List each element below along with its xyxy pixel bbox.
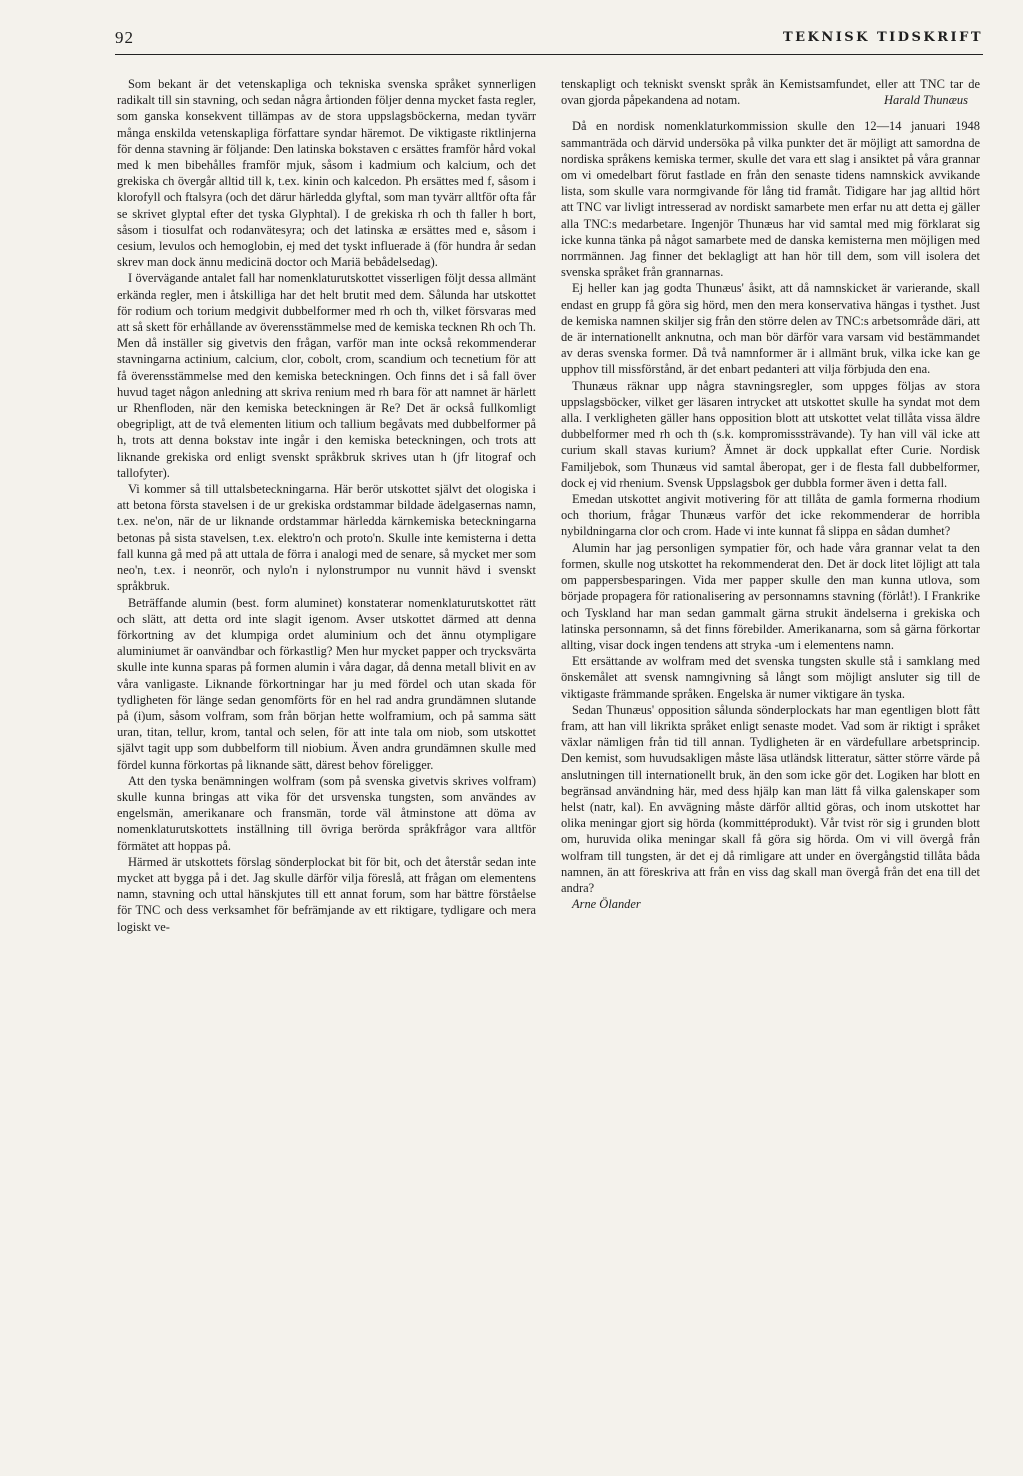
paragraph: Ett ersättande av wolfram med det svenska tungsten skulle stå i samklang med önskemålet att svensk namngivning så långt som möjligt ansluter sig till de viktigaste främmande språken. Engelska är numer viktigare än tyska. [561,654,980,701]
paragraph: Emedan utskottet angivit motivering för att tillåta de gamla formerna rhodium och thorium, frågar Thunæus varför det icke rekommenderar de horribla nybildningarna clor och crom. Hade vi inte kunnat få slippa en sådan dumhet? [561,492,980,539]
paragraph: Som bekant är det vetenskapliga och tekniska svenska språket synnerligen radikalt till sin stavning, och sedan några årtionden följer denna mycket fasta regler, som ganska konsekvent tillämpas av de stora uppslagsböckerna, medan tyvärr många enskilda vetenskapliga författare syndar häremot. De viktigaste riktlinjerna för denna stavning är följande: Den latinska bokstaven c ersättes framför hård vokal med k men bibehålles framför mjuk, såsom i kadmium och kalcium, och det grekiska ch övergår alltid till k, t.ex. kinin och kalcedon. Ph ersättes med f, såsom i klorofyll och ftalsyra (och det därur härledda glyftal, som man tyvärr alltför ofta får se skrivet glyptal efter det tyska Glyphtal). I de grekiska rh och th faller h bort, såsom i tiosulfat och rodanvätesyra; och det latinska æ ersättes med e, såsom i cesium, levulos och hemoglobin, ej med det tyskt influerade ä (för hundra år sedan skrev man dock ännu medicinä doctor och Mariä bebådelsedag). [117,77,536,270]
signature-olander: Arne Ölander [572,897,641,912]
signature-thunaeus: Harald Thunæus [884,93,968,108]
section-gap [561,108,980,118]
journal-title: TEKNISK TIDSKRIFT [782,30,983,45]
paragraph: Att den tyska benämningen wolfram (som på svenska givetvis skrives volfram) skulle kunna bringas att vika för det ursvenska tungsten, som användes av engelsmän, amerikanare och fransmän, torde väl åtminstone att döma av nomenklaturutskottets inställning till övriga berörda språkfrågor vara alltför förmätet att hoppas på. [117,773,536,853]
paragraph: Vi kommer så till uttalsbeteckningarna. Här berör utskottet självt det ologiska i att betona första stavelsen i de ur grekiska ordstammar bildade ädelgasernas namn, t.ex. ne'on, när de ur liknande ordstammar härledda kärnkemiska beteckningarna betonas på sista stavelsen, t.ex. elektro'n och proto'n. Skulle inte kemisterna i detta fall kunna gå med på att uttala de förra i analogi med de senare, så mycket mer som neo'n, t.ex. i neonrör, och nylo'n i nylonstrumpor nu vunnit hävd i svenskt språkbruk. [117,482,536,594]
paragraph: Alumin har jag personligen sympatier för, och hade våra grannar velat ta den formen, skulle nog utskottet ha rekommenderat den. Det är dock litet löjligt att tala om pappersbesparingen. Vida mer papper skulle den man kunna utlova, som började propagera för rationalisering av personnamns stavning (förlåt!). I Frankrike och Tyskland har man sedan gammalt gärna strukit ändelserna i grekiska och latinska personnamn, så det finns förebilder. Amerikanarna, som så gärna förkortar allting, visar dock ingen tendens att stryka -um i elementens namn. [561,540,980,652]
paragraph: I övervägande antalet fall har nomenklaturutskottet visserligen följt dessa allmänt erkända regler, men i åtskilliga har det helt brutit med dem. Sålunda har utskottet för rodium och torium medgivit dubbelformer med rh och th, vilket försvaras med att så skett för erhållande av överensstämmelse med de kemiska tecknen Rh och Th. Men då inställer sig givetvis den frågan, varför man inte också rekommenderar stavningarna actinium, calcium, clor, cobolt, crom, scandium och tecnetium för att få överensstämmelse med den kemiska beteckningen. Och finns det i så fall över huvud taget någon anledning att skriva renium med rh bara för att namnet är härlett ur Rhenfloden, när den kemiska beteckningen är Re? Det är också fullkomligt obegripligt, att de två elementen litium och tallium begåvats med dubbelformer på h, trots att denna bokstav inte ingår i den kemiska beteckningen, och trots att liknande grekiska ord enligt svenskt språkbruk skrives utan h (jfr litograf och tallofyter). [117,271,536,480]
paragraph: Thunæus räknar upp några stavningsregler, som uppges följas av stora uppslagsböcker, vilket ger läsaren intrycket att utskottet skulle ha syndat mot dem alla. I verkligheten gäller hans opposition blott att utskottet velat tillåta vissa äldre dubbelformer med rh och th (s.k. kompromisssträvande). Ty han vill väl icke att curium skall stavas kurium? Ämnet är dock uppkallat efter Curie. Nordisk Familjebok, som Thunæus vid samtal åberopat, ger i de flesta fall dubbelformer, dock ej vid rhenium. Svensk Uppslagsbok ger dubbla former även i detta fall. [561,378,980,490]
paragraph: Härmed är utskottets förslag sönderplockat bit för bit, och det återstår sedan inte mycket att bygga på i det. Jag skulle därför vilja föreslå, att frågan om elementens namn, stavning och uttal hänskjutes till ett annat forum, som har bättre förståelse för TNC och dess verksamhet för befrämjande av ett riktigare, tydligare och mera logiskt ve- [117,854,536,934]
paragraph: Sedan Thunæus' opposition sålunda sönderplockats har man egentligen blott fått fram, att han vill likrikta språket enligt senaste modet. Vad som är riktigt i språket växlar nämligen från tid till annan. Tydligheten är en värdefullare arbetsprincip. Den kemist, som huvudsakligen måste läsa utländsk litteratur, sätter större värde på anslutningen till internationellt bruk, än den som icke gör det. Logiken har blott en begränsad användning här, med dess hjälp kan man lätt få vilka galenskaper som helst (natr, kal). En avvägning måste därför alltid göras, och inom utskottet har olika meningar gjort sig hörda (kommittéprodukt). Vår tvist rör sig i grunden blott om, huruvida olika meningar skall få göra sig hörda. Om vi vill övergå från wolfram till tungsten, är det ej då rimligare att under en övergångstid tillåta båda namnen, än att föreskriva att från en viss dag skall man övergå från det ena till det andra? [561,702,980,895]
paragraph: Beträffande alumin (best. form aluminet) konstaterar nomenklaturutskottet rätt och slätt, att detta ord inte slagit igenom. Avser utskottet därmed att denna förkortning av det klumpiga ordet aluminium och det ännu otympligare aluminiumet är oanvändbar och förkastlig? Men hur mycket papper och trycksvärta skulle inte kunna sparas på formen alumin i våra dagar, då denna metall blivit en av våra vanligaste. Liknande förkortningar har ju med fördel och utan skada för tydligheten för länge sedan genomförts för en hel rad andra grundämnen slutande på (i)um, såsom volfram, som från början hette wolframium, och på samma sätt uran, titan, tellur, krom, tantal och selen, för att inte tala om niob, som utskottet självt tagit upp som dubbelform till niobium. Även andra grundämnen skulle med fördel kunna förkortas på liknande sätt, därest behov föreligger. [117,595,536,772]
paragraph: Ej heller kan jag godta Thunæus' åsikt, att då namnskicket är varierande, skall endast en grupp få göra sig hörd, men den mera konservativa hängas i tysthet. Just de kemiska namnen skiljer sig från den större delen av TNC:s arbetsområde däri, att de är internationellt anknutna, och man bör därför vara varsam vid bestämmandet av deras svenska former. Då två namnformer är i allmänt bruk, vilka icke kan ge upphov till missförstånd, är det enbart pedanteri att vilja förbjuda den ena. [561,281,980,377]
page-number: 92 [115,28,134,47]
paragraph-continuation: tenskapligt och tekniskt svenskt språk än Kemistsamfundet, eller att TNC tar de ovan gjorda påpekandena ad notam. Harald Thunæus [561,77,980,108]
right-column [561,76,980,912]
page-header [115,28,983,55]
paragraph: Då en nordisk nomenklaturkommission skulle den 12—14 januari 1948 sammanträda och därvid undersöka på vilka punkter det är möjligt att samordna de nordiska språkens kemiska termer, skulle det vara ett slag i ansiktet på våra grannar om vi omedelbart förut fastlade en från den senaste tidens namnskick avvikande lista, som skulle vara normgivande för lång tid framåt. Tidigare har jag alltid hört att TNC var livligt intresserad av nordiskt samarbete men erfar nu att detta ej gäller alla TNC:s medarbetare. Ingenjör Thunæus har vid samtal med mig förklarat sig icke kunna tänka på något samarbete med de danska kemisterna men möjligen med norrmännen. Jag finner det beklagligt att han hör till dem, som vill isolera det svenska språket från grannarnas. [561,119,980,280]
left-column [117,76,536,935]
